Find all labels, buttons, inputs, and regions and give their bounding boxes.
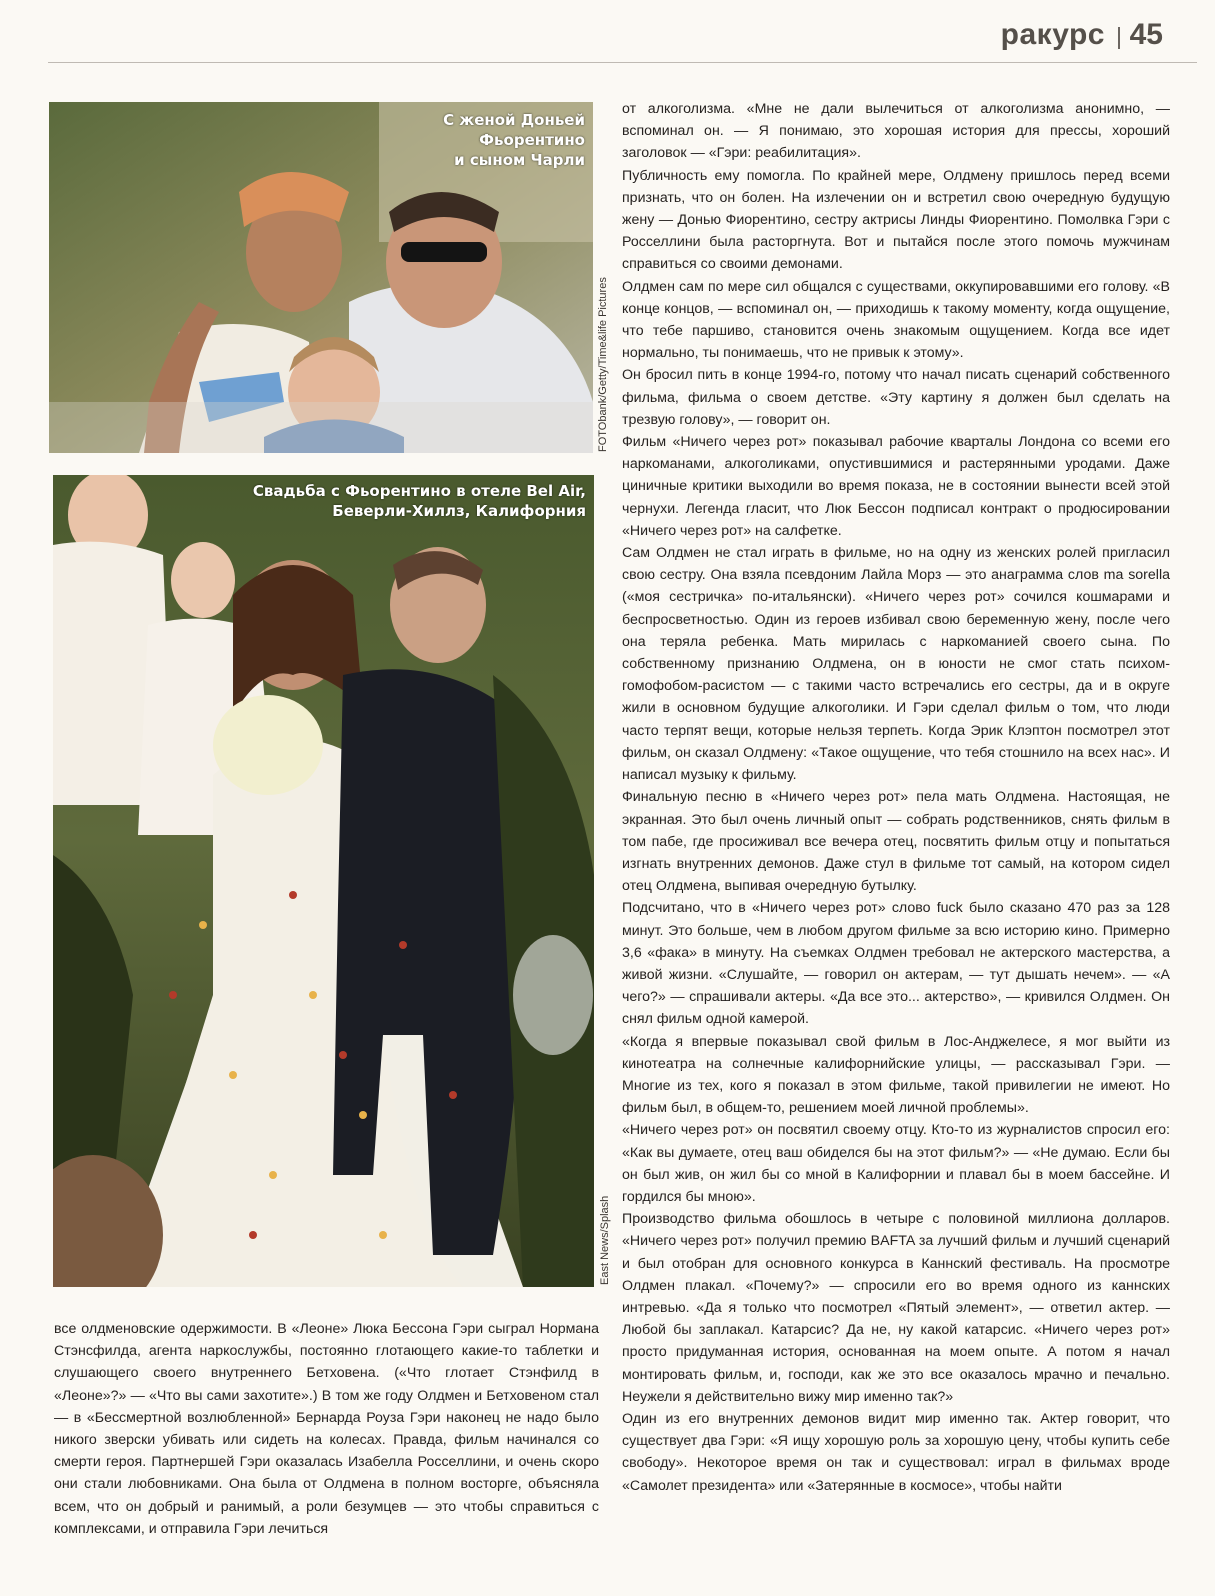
photo-family-caption (443, 110, 585, 170)
article-paragraph: Финальную песню в «Ничего через рот» пела мать Олдмена. Настоящая, не экранная. Это был очень личный опыт — собрать родственников, снять фильм в том пабе, где просиживал все вечера отец, посвятить фильм отцу и попытаться изгнать внутренних демонов. Даже стул в фильме тот самый, на котором сидел отец Олдмена, выпивая очередную бутылку. (622, 789, 1170, 895)
article-paragraph: «Когда я впервые показывал свой фильм в Лос-Анджелесе, я мог выйти из кинотеатра на солнечные калифорнийские улицы, — рассказывал Гэри. — Многие из тех, кого я показал в этом фильме, такой привилегии не имеют. Но фильм был, в общем-то, решением моей личной проблемы». (622, 1033, 1170, 1117)
article-paragraph: все олдменовские одержимости. В «Леоне» Люка Бессона Гэри сыграл Нормана Стэнсфилда, агента наркослужбы, постоянно глотающего какие-то таблетки и слушающего своего внутреннего Бетховена. («Что глотает Стэнфилд в «Леоне»?» — «Что вы сами захотите».) В том же году Олдмен и Бетховеном стал — в «Бессмертной возлюбленной» Бернарда Роуза Гэри наконец не надо было никого зверски убивать или сидеть на колесах. Правда, фильм начинался со смерти героя. Партнершей Гэри оказалась Изабелла Росселлини, и очень скоро они стали любовниками. Она была от Олдмена в полном восторге, объясняла всем, что он добрый и ранимый, а роли безумцев — это чтобы справиться с комплексами, и отправила Гэри лечиться (54, 1321, 599, 1537)
caption-line: Фьорентино (479, 131, 585, 149)
article-paragraph: Производство фильма обошлось в четыре с половиной миллиона долларов. «Ничего через рот» получил премию BAFTA за лучший фильм и лучший сценарий и был отобран для основного конкурса в Каннский фестиваль. На просмотре Олдмен плакал. «Почему?» — спросили его во время одного из каннских интревью. «Да я только что посмотрел «Пятый элемент», — ответил актер. — Любой бы заплакал. Катарсис? Да не, ну какой катарсис. «Ничего через рот» просто придуманная история, основанная на моем опыте. А потом я начал монтировать фильм, и, господи, как же это все оказалось мрачно и печально. Неужели я действительно вижу мир именно так?» (622, 1211, 1170, 1405)
article-paragraph: от алкоголизма. «Мне не дали вылечиться от алкоголизма анонимно, — вспоминал он. — Я понимаю, это хорошая история для прессы, хороший заголовок — «Гэри: реабилитация». (622, 101, 1170, 162)
article-right-column (622, 98, 1170, 1497)
caption-line: Беверли-Хиллз, Калифорния (332, 502, 586, 520)
article-paragraph: Публичность ему помогла. По крайней мере, Олдмену пришлось перед всеми признать, что он болен. На излечении он и встретил свою очередную будущую жену — Донью Фиорентино, сестру актрисы Линды Фиорентино. Помолвка Гэри с Росселлини была расторгнута. Вот и пытайся после этого помочь мужчинам справиться со своими демонами. (622, 167, 1170, 273)
header-rule (48, 62, 1197, 63)
photo-wedding (53, 475, 594, 1287)
photo-wedding-credit: East News/Splash (599, 1195, 611, 1285)
photo-wedding-image (53, 475, 594, 1287)
photo-family-credit: FOTObank/Getty/Time&life Pictures (597, 277, 609, 452)
article-paragraph: Подсчитано, что в «Ничего через рот» слово fuck было сказано 470 раз за 128 минут. Это больше, чем в любом другом фильме за всю историю кино. Примерно 3,6 «фака» в минуту. На съемках Олдмен требовал не актерского мастерства, а живой жизни. «Слушайте, — говорил он актерам, — тут дышать нечем». — «А чего?» — спрашивали актеры. «Да все это... актерство», — кривился Олдмен. Он снял фильм одной камерой. (622, 900, 1170, 1028)
caption-line: Свадьба с Фьорентино в отеле Bel Air, (252, 482, 586, 500)
article-left-column (54, 1318, 599, 1540)
caption-line: С женой Доньей (443, 111, 585, 129)
header-separator (1118, 27, 1120, 49)
page-header (0, 0, 1215, 64)
article-paragraph: «Ничего через рот» он посвятил своему отцу. Кто-то из журналистов спросил его: «Как вы думаете, отец ваш обиделся бы на этот фильм?» — «Не думаю. Если бы он был жив, он жил бы со мной в Калифорнии и плавал бы в моем бассейне. И гордился бы мною». (622, 1122, 1170, 1205)
photo-wedding-caption (253, 481, 586, 521)
photo-family (49, 102, 593, 453)
article-paragraph: Фильм «Ничего через рот» показывал рабочие кварталы Лондона со всеми его наркоманами, алкоголиками, опустившимися и растерянными уродами. Даже циничные критики выходили во время показа, не в состоянии вынести всей этой чернухи. Легенда гласит, что Люк Бессон подписал контракт о продюсировании «Ничего через рот» на салфетке. (622, 434, 1170, 539)
caption-line: и сыном Чарли (454, 151, 585, 169)
page-number: 45 (1129, 18, 1163, 51)
article-paragraph: Олдмен сам по мере сил общался с существами, оккупировавшими его голову. «В конце концов, — вспоминал он, — приходишь к такому моменту, когда ощущение, что тебе паршиво, становится очень знакомым ощущением. Когда все идет нормально, ты понимаешь, что не привык к этому». (622, 278, 1170, 362)
section-label: ракурс (1000, 18, 1105, 51)
article-paragraph: Он бросил пить в конце 1994-го, потому что начал писать сценарий собственного фильма, фильма о своем детстве. «Эту картину я должен был сделать на трезвую голову», — говорит он. (622, 367, 1170, 428)
article-paragraph: Сам Олдмен не стал играть в фильме, но на одну из женских ролей пригласил свою сестру. Она взяла псевдоним Лайла Морз — это анаграмма слов ma sorella («моя сестричка» по-итальянски). «Ничего через рот» сочился кошмарами и беспросветностью. Один из героев избивал свою беременную жену, после чего она теряла ребенка. Мать мирилась с наркоманией своего сына. По собственному признанию Олдмена, он в юности не смог стать психом-гомофобом-расистом — с такими часто встречались его сестры, да и в округе жили в основном будущие алкоголики. И Гэри сделал фильм о том, что люди часто терпят вещи, которые нельзя терпеть. Когда Эрик Клэптон посмотрел этот фильм, он сказал Олдмену: «Такое ощущение, что тебя стошнило на всех нас». И написал музыку к фильму. (622, 545, 1170, 784)
article-paragraph: Один из его внутренних демонов видит мир именно так. Актер говорит, что существует два Гэри: «Я ищу хорошую роль за хорошую цену, чтобы купить себе свободу». Некоторое время он так и существовал: играл в фильмах вроде «Самолет президента» или «Затерянные в космосе», чтобы найти (622, 1410, 1170, 1494)
